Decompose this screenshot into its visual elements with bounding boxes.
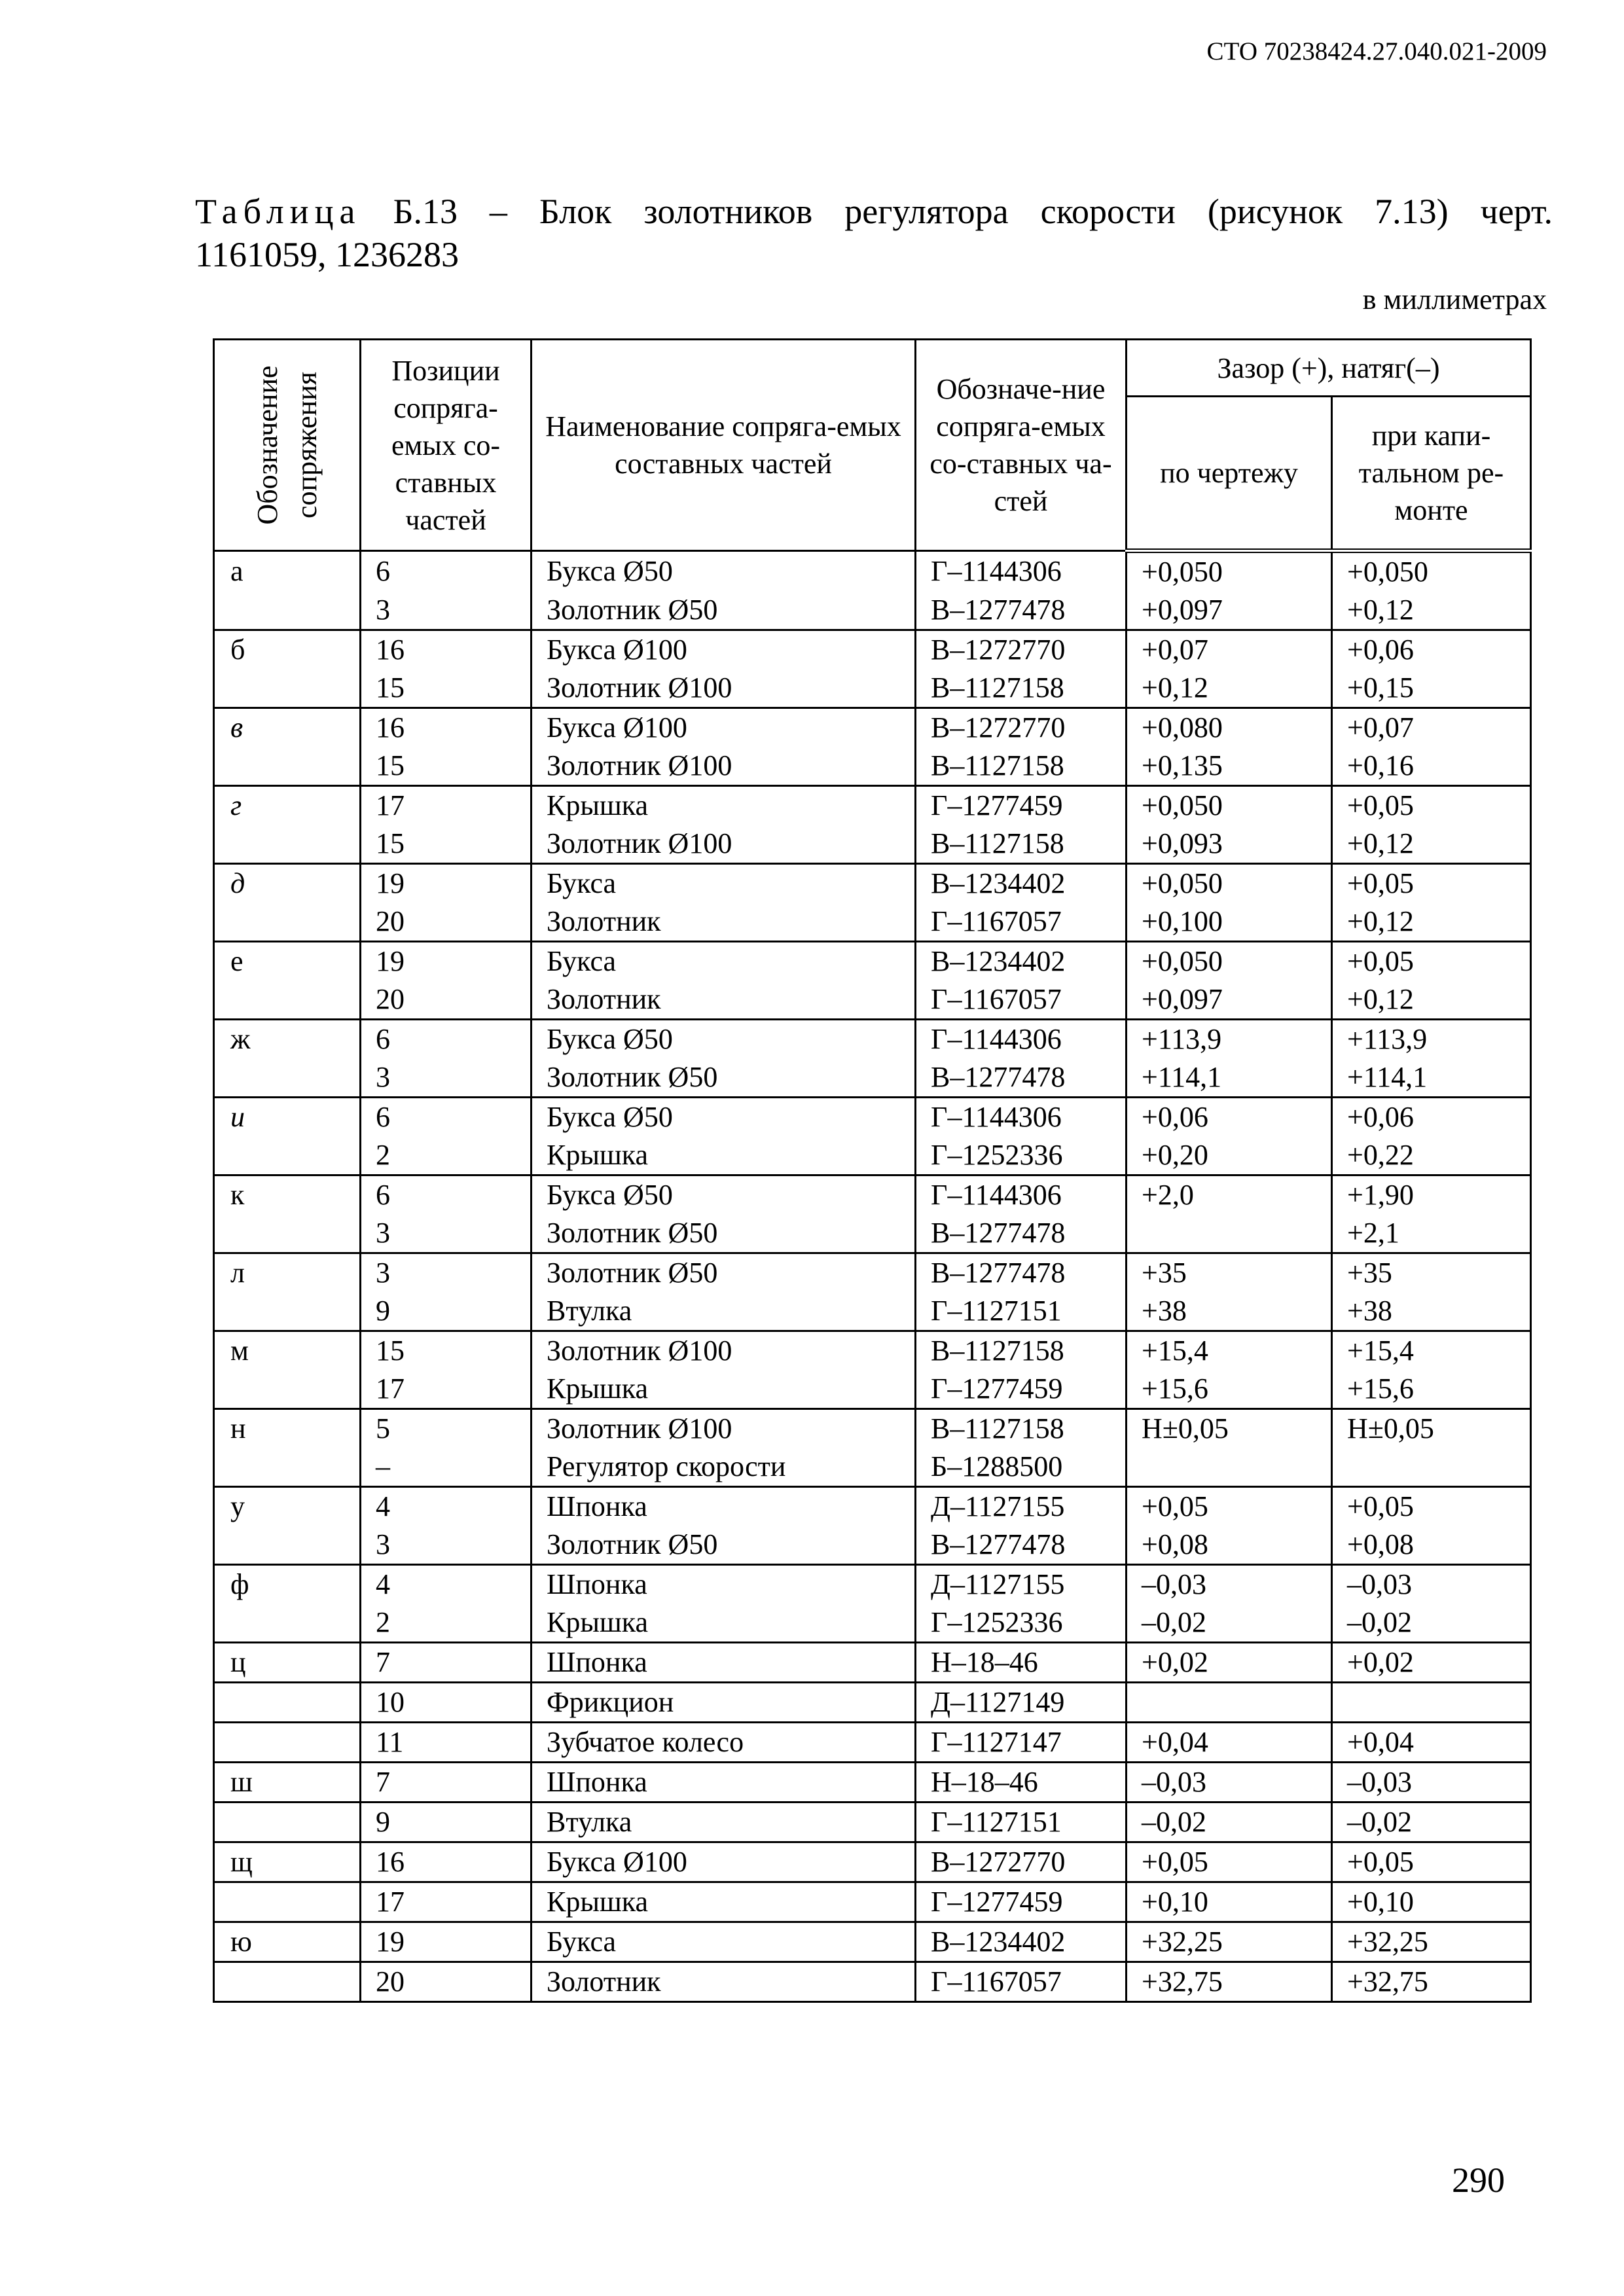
part-name-cell: Шпонка <box>532 1643 916 1683</box>
table-row <box>214 630 1531 670</box>
designation-cell: Г–1127147 <box>916 1723 1127 1763</box>
gap-overhaul-cell: –0,03 <box>1332 1763 1531 1803</box>
part-name-cell: Крышка <box>532 786 916 825</box>
designation-cell: В–1277478 <box>916 1526 1127 1565</box>
position-cell: 20 <box>361 903 532 942</box>
mating-code-cell <box>214 1370 361 1409</box>
designation-cell: В–1234402 <box>916 1922 1127 1962</box>
part-name-cell: Крышка <box>532 1136 916 1175</box>
gap-overhaul-cell: +0,12 <box>1332 980 1531 1020</box>
gap-drawing-cell: +0,050 <box>1127 551 1332 592</box>
position-cell: 7 <box>361 1763 532 1803</box>
designation-cell: В–1272770 <box>916 1842 1127 1882</box>
position-cell: 17 <box>361 786 532 825</box>
table-row <box>214 1292 1531 1331</box>
mating-code-cell <box>214 903 361 942</box>
table-row <box>214 1448 1531 1487</box>
gap-overhaul-cell: +0,05 <box>1332 1487 1531 1526</box>
gap-drawing-cell: +0,05 <box>1127 1487 1332 1526</box>
designation-cell: Б–1288500 <box>916 1448 1127 1487</box>
part-name-cell: Шпонка <box>532 1565 916 1604</box>
gap-drawing-cell: –0,02 <box>1127 1604 1332 1643</box>
mating-code-cell: л <box>214 1253 361 1293</box>
table-row <box>214 1882 1531 1922</box>
table-row <box>214 551 1531 592</box>
gap-overhaul-cell: +32,25 <box>1332 1922 1531 1962</box>
designation-cell: Н–18–46 <box>916 1763 1127 1803</box>
gap-drawing-cell: +0,10 <box>1127 1882 1332 1922</box>
gap-drawing-cell: +0,02 <box>1127 1643 1332 1683</box>
part-name-cell: Фрикцион <box>532 1683 916 1723</box>
gap-drawing-cell: +0,080 <box>1127 708 1332 747</box>
position-cell: 19 <box>361 942 532 981</box>
part-name-cell: Букса Ø50 <box>532 1175 916 1215</box>
gap-overhaul-cell: +0,05 <box>1332 864 1531 903</box>
gap-drawing-cell: +32,25 <box>1127 1922 1332 1962</box>
caption-lead-word: Таблица <box>195 192 361 231</box>
table-row <box>214 1331 1531 1371</box>
table-row <box>214 1098 1531 1137</box>
mating-code-cell <box>214 1803 361 1842</box>
position-cell: 9 <box>361 1292 532 1331</box>
gap-overhaul-cell: +38 <box>1332 1292 1531 1331</box>
part-name-cell: Золотник Ø50 <box>532 1214 916 1253</box>
part-name-cell: Золотник Ø50 <box>532 591 916 630</box>
gap-drawing-cell: Н±0,05 <box>1127 1409 1332 1448</box>
gap-drawing-cell: +0,05 <box>1127 1842 1332 1882</box>
units-note: в миллиметрах <box>1362 283 1547 315</box>
gap-drawing-cell: +0,20 <box>1127 1136 1332 1175</box>
gap-drawing-cell: +0,12 <box>1127 669 1332 708</box>
table-row <box>214 1842 1531 1882</box>
table-row <box>214 786 1531 825</box>
gap-drawing-cell: +113,9 <box>1127 1020 1332 1059</box>
mating-code-cell: а <box>214 551 361 592</box>
header-gap-group: Зазор (+), натяг(–) <box>1127 340 1531 397</box>
position-cell: 4 <box>361 1487 532 1526</box>
position-cell: 3 <box>361 591 532 630</box>
part-name-cell: Золотник Ø50 <box>532 1253 916 1293</box>
table-row <box>214 1962 1531 2002</box>
table-row <box>214 825 1531 864</box>
gap-drawing-cell: +0,050 <box>1127 786 1332 825</box>
position-cell: 6 <box>361 1175 532 1215</box>
position-cell: 15 <box>361 825 532 864</box>
gap-drawing-cell: +35 <box>1127 1253 1332 1293</box>
position-cell: 19 <box>361 864 532 903</box>
table-row <box>214 1253 1531 1293</box>
caption-text: Б.13 – Блок золотников регулятора скорости (рисунок 7.13) черт. <box>393 192 1553 231</box>
gap-overhaul-cell: +0,02 <box>1332 1643 1531 1683</box>
gap-drawing-cell: +15,6 <box>1127 1370 1332 1409</box>
gap-overhaul-cell: +0,07 <box>1332 708 1531 747</box>
designation-cell: В–1272770 <box>916 708 1127 747</box>
gap-drawing-cell: +0,135 <box>1127 747 1332 786</box>
position-cell: 10 <box>361 1683 532 1723</box>
position-cell: 11 <box>361 1723 532 1763</box>
gap-overhaul-cell: +0,06 <box>1332 630 1531 670</box>
designation-cell: Г–1277459 <box>916 786 1127 825</box>
table-row <box>214 1763 1531 1803</box>
position-cell: 6 <box>361 551 532 592</box>
table-row <box>214 747 1531 786</box>
mating-code-cell: м <box>214 1331 361 1371</box>
part-name-cell: Букса Ø100 <box>532 1842 916 1882</box>
gap-drawing-cell: –0,03 <box>1127 1763 1332 1803</box>
gap-overhaul-cell: +0,10 <box>1332 1882 1531 1922</box>
mating-parts-table <box>213 338 1532 2003</box>
header-positions: Позиции сопряга-емых со-ставных частей <box>361 340 532 551</box>
gap-overhaul-cell: +113,9 <box>1332 1020 1531 1059</box>
designation-cell: Д–1127155 <box>916 1565 1127 1604</box>
designation-cell: В–1272770 <box>916 630 1127 670</box>
mating-code-cell <box>214 591 361 630</box>
gap-drawing-cell: +38 <box>1127 1292 1332 1331</box>
mating-code-cell <box>214 1723 361 1763</box>
page-number: 290 <box>1452 2161 1505 2200</box>
designation-cell: В–1127158 <box>916 1331 1127 1371</box>
gap-overhaul-cell: +2,1 <box>1332 1214 1531 1253</box>
part-name-cell: Золотник Ø100 <box>532 747 916 786</box>
header-at-overhaul: при капи-тальном ре-монте <box>1332 397 1531 551</box>
document-code: СТО 70238424.27.040.021-2009 <box>1206 37 1547 65</box>
position-cell: 15 <box>361 669 532 708</box>
part-name-cell: Золотник <box>532 903 916 942</box>
header-designations: Обозначе-ние сопряга-емых со-ставных ча-стей <box>916 340 1127 551</box>
position-cell: 6 <box>361 1098 532 1137</box>
position-cell: 3 <box>361 1214 532 1253</box>
designation-cell: Г–1127151 <box>916 1292 1127 1331</box>
part-name-cell: Втулка <box>532 1292 916 1331</box>
gap-drawing-cell: +0,097 <box>1127 591 1332 630</box>
position-cell: 6 <box>361 1020 532 1059</box>
part-name-cell: Букса Ø100 <box>532 708 916 747</box>
designation-cell: В–1127158 <box>916 1409 1127 1448</box>
mating-code-cell <box>214 980 361 1020</box>
gap-overhaul-cell: +15,6 <box>1332 1370 1531 1409</box>
gap-overhaul-cell: +0,08 <box>1332 1526 1531 1565</box>
table-row <box>214 1214 1531 1253</box>
mating-code-cell <box>214 1058 361 1098</box>
position-cell: 16 <box>361 630 532 670</box>
designation-cell: В–1127158 <box>916 747 1127 786</box>
gap-overhaul-cell: +0,06 <box>1332 1098 1531 1137</box>
gap-overhaul-cell: +114,1 <box>1332 1058 1531 1098</box>
table-row <box>214 1723 1531 1763</box>
mating-code-cell: у <box>214 1487 361 1526</box>
gap-drawing-cell: +0,08 <box>1127 1526 1332 1565</box>
position-cell: 17 <box>361 1370 532 1409</box>
part-name-cell: Золотник Ø100 <box>532 825 916 864</box>
table-row <box>214 1683 1531 1723</box>
mating-code-cell <box>214 1448 361 1487</box>
mating-code-cell: ш <box>214 1763 361 1803</box>
gap-drawing-cell: –0,03 <box>1127 1565 1332 1604</box>
gap-drawing-cell: +0,06 <box>1127 1098 1332 1137</box>
mating-code-cell: б <box>214 630 361 670</box>
gap-overhaul-cell: +0,16 <box>1332 747 1531 786</box>
gap-drawing-cell: +114,1 <box>1127 1058 1332 1098</box>
table-row <box>214 591 1531 630</box>
gap-drawing-cell: +0,04 <box>1127 1723 1332 1763</box>
table-row <box>214 1643 1531 1683</box>
mating-code-cell: е <box>214 942 361 981</box>
gap-overhaul-cell: +0,04 <box>1332 1723 1531 1763</box>
mating-code-cell <box>214 1604 361 1643</box>
position-cell: 20 <box>361 1962 532 2002</box>
table-row <box>214 1604 1531 1643</box>
mating-code-cell: г <box>214 786 361 825</box>
position-cell: 2 <box>361 1136 532 1175</box>
mating-code-cell <box>214 825 361 864</box>
mating-code-cell: н <box>214 1409 361 1448</box>
mating-code-cell <box>214 1882 361 1922</box>
part-name-cell: Зубчатое колесо <box>532 1723 916 1763</box>
part-name-cell: Букса Ø50 <box>532 551 916 592</box>
part-name-cell: Золотник Ø100 <box>532 1331 916 1371</box>
designation-cell: В–1234402 <box>916 942 1127 981</box>
designation-cell: В–1277478 <box>916 1214 1127 1253</box>
designation-cell: В–1277478 <box>916 591 1127 630</box>
position-cell: 16 <box>361 708 532 747</box>
mating-code-cell <box>214 1962 361 2002</box>
table-row <box>214 669 1531 708</box>
mating-code-cell <box>214 747 361 786</box>
part-name-cell: Букса Ø100 <box>532 630 916 670</box>
designation-cell: Д–1127149 <box>916 1683 1127 1723</box>
position-cell: 15 <box>361 1331 532 1371</box>
mating-code-cell: ф <box>214 1565 361 1604</box>
gap-overhaul-cell: +0,12 <box>1332 591 1531 630</box>
part-name-cell: Золотник Ø50 <box>532 1058 916 1098</box>
table-row <box>214 980 1531 1020</box>
part-name-cell: Золотник Ø50 <box>532 1526 916 1565</box>
gap-overhaul-cell: +0,15 <box>1332 669 1531 708</box>
gap-overhaul-cell: +0,12 <box>1332 825 1531 864</box>
mating-code-cell <box>214 1136 361 1175</box>
gap-drawing-cell <box>1127 1448 1332 1487</box>
table-row <box>214 903 1531 942</box>
position-cell: 3 <box>361 1058 532 1098</box>
position-cell: 2 <box>361 1604 532 1643</box>
part-name-cell: Букса <box>532 1922 916 1962</box>
position-cell: 4 <box>361 1565 532 1604</box>
mating-code-cell <box>214 1292 361 1331</box>
gap-drawing-cell <box>1127 1214 1332 1253</box>
mating-code-cell <box>214 1526 361 1565</box>
position-cell: – <box>361 1448 532 1487</box>
part-name-cell: Крышка <box>532 1882 916 1922</box>
gap-overhaul-cell: –0,03 <box>1332 1565 1531 1604</box>
mating-code-cell: и <box>214 1098 361 1137</box>
part-name-cell: Шпонка <box>532 1763 916 1803</box>
part-name-cell: Шпонка <box>532 1487 916 1526</box>
designation-cell: В–1127158 <box>916 669 1127 708</box>
table-row <box>214 1487 1531 1526</box>
designation-cell: Г–1277459 <box>916 1882 1127 1922</box>
table-caption-line2: 1161059, 1236283 <box>195 235 459 274</box>
designation-cell: Д–1127155 <box>916 1487 1127 1526</box>
part-name-cell: Золотник Ø100 <box>532 669 916 708</box>
designation-cell: Г–1144306 <box>916 1098 1127 1137</box>
part-name-cell: Букса <box>532 864 916 903</box>
position-cell: 20 <box>361 980 532 1020</box>
part-name-cell: Букса <box>532 942 916 981</box>
table-row <box>214 1136 1531 1175</box>
table-row <box>214 1803 1531 1842</box>
designation-cell: Г–1127151 <box>916 1803 1127 1842</box>
header-row <box>214 340 1531 397</box>
header-code-text: Обозначение сопряжения <box>251 365 323 525</box>
mating-code-cell: щ <box>214 1842 361 1882</box>
gap-drawing-cell: +0,093 <box>1127 825 1332 864</box>
table-row <box>214 1922 1531 1962</box>
mating-code-cell <box>214 1214 361 1253</box>
gap-drawing-cell: +0,100 <box>1127 903 1332 942</box>
part-name-cell: Букса Ø50 <box>532 1020 916 1059</box>
position-cell: 9 <box>361 1803 532 1842</box>
designation-cell: Г–1167057 <box>916 903 1127 942</box>
mating-code-cell: ю <box>214 1922 361 1962</box>
table-body <box>214 551 1531 2002</box>
gap-overhaul-cell: –0,02 <box>1332 1604 1531 1643</box>
table-row <box>214 1409 1531 1448</box>
position-cell: 3 <box>361 1253 532 1293</box>
designation-cell: Г–1167057 <box>916 980 1127 1020</box>
header-per-drawing: по чертежу <box>1127 397 1332 551</box>
table-row <box>214 1020 1531 1059</box>
designation-cell: В–1234402 <box>916 864 1127 903</box>
designation-cell: В–1277478 <box>916 1253 1127 1293</box>
gap-drawing-cell: +32,75 <box>1127 1962 1332 2002</box>
table-row <box>214 1370 1531 1409</box>
part-name-cell: Крышка <box>532 1604 916 1643</box>
table-row <box>214 1175 1531 1215</box>
position-cell: 15 <box>361 747 532 786</box>
gap-drawing-cell: +0,050 <box>1127 942 1332 981</box>
mating-code-cell <box>214 669 361 708</box>
mating-code-cell: ж <box>214 1020 361 1059</box>
designation-cell: В–1277478 <box>916 1058 1127 1098</box>
gap-overhaul-cell: +0,12 <box>1332 903 1531 942</box>
gap-overhaul-cell: +32,75 <box>1332 1962 1531 2002</box>
position-cell: 17 <box>361 1882 532 1922</box>
position-cell: 16 <box>361 1842 532 1882</box>
designation-cell: Г–1144306 <box>916 1175 1127 1215</box>
mating-code-cell: д <box>214 864 361 903</box>
mating-code-cell: ц <box>214 1643 361 1683</box>
designation-cell: Г–1277459 <box>916 1370 1127 1409</box>
part-name-cell: Втулка <box>532 1803 916 1842</box>
gap-drawing-cell: +0,07 <box>1127 630 1332 670</box>
table-row <box>214 864 1531 903</box>
gap-overhaul-cell <box>1332 1683 1531 1723</box>
gap-drawing-cell: +0,050 <box>1127 864 1332 903</box>
gap-overhaul-cell: +0,05 <box>1332 786 1531 825</box>
designation-cell: Г–1252336 <box>916 1604 1127 1643</box>
header-code-wrap <box>221 343 353 547</box>
table-row <box>214 1565 1531 1604</box>
designation-cell: Г–1252336 <box>916 1136 1127 1175</box>
position-cell: 3 <box>361 1526 532 1565</box>
gap-drawing-cell <box>1127 1683 1332 1723</box>
gap-overhaul-cell: +0,05 <box>1332 1842 1531 1882</box>
designation-cell: В–1127158 <box>916 825 1127 864</box>
table-row <box>214 708 1531 747</box>
header-code <box>214 340 361 551</box>
gap-overhaul-cell: +35 <box>1332 1253 1531 1293</box>
gap-overhaul-cell: +0,050 <box>1332 551 1531 592</box>
position-cell: 7 <box>361 1643 532 1683</box>
mating-code-cell: в <box>214 708 361 747</box>
gap-drawing-cell: +2,0 <box>1127 1175 1332 1215</box>
part-name-cell: Золотник <box>532 980 916 1020</box>
designation-cell: Н–18–46 <box>916 1643 1127 1683</box>
part-name-cell: Золотник Ø100 <box>532 1409 916 1448</box>
gap-overhaul-cell: +0,22 <box>1332 1136 1531 1175</box>
gap-overhaul-cell: Н±0,05 <box>1332 1409 1531 1448</box>
gap-overhaul-cell: +1,90 <box>1332 1175 1531 1215</box>
gap-overhaul-cell <box>1332 1448 1531 1487</box>
part-name-cell: Регулятор скорости <box>532 1448 916 1487</box>
mating-code-cell <box>214 1683 361 1723</box>
designation-cell: Г–1144306 <box>916 551 1127 592</box>
table-row <box>214 1058 1531 1098</box>
table-row <box>214 942 1531 981</box>
gap-drawing-cell: –0,02 <box>1127 1803 1332 1842</box>
table-row <box>214 1526 1531 1565</box>
part-name-cell: Крышка <box>532 1370 916 1409</box>
designation-cell: Г–1167057 <box>916 1962 1127 2002</box>
gap-drawing-cell: +0,097 <box>1127 980 1332 1020</box>
header-names: Наименование сопряга-емых составных частей <box>532 340 916 551</box>
gap-overhaul-cell: –0,02 <box>1332 1803 1531 1842</box>
gap-drawing-cell: +15,4 <box>1127 1331 1332 1371</box>
position-cell: 5 <box>361 1409 532 1448</box>
position-cell: 19 <box>361 1922 532 1962</box>
gap-overhaul-cell: +0,05 <box>1332 942 1531 981</box>
part-name-cell: Золотник <box>532 1962 916 2002</box>
part-name-cell: Букса Ø50 <box>532 1098 916 1137</box>
gap-overhaul-cell: +15,4 <box>1332 1331 1531 1371</box>
mating-code-cell: к <box>214 1175 361 1215</box>
designation-cell: Г–1144306 <box>916 1020 1127 1059</box>
table-caption <box>195 190 1553 233</box>
